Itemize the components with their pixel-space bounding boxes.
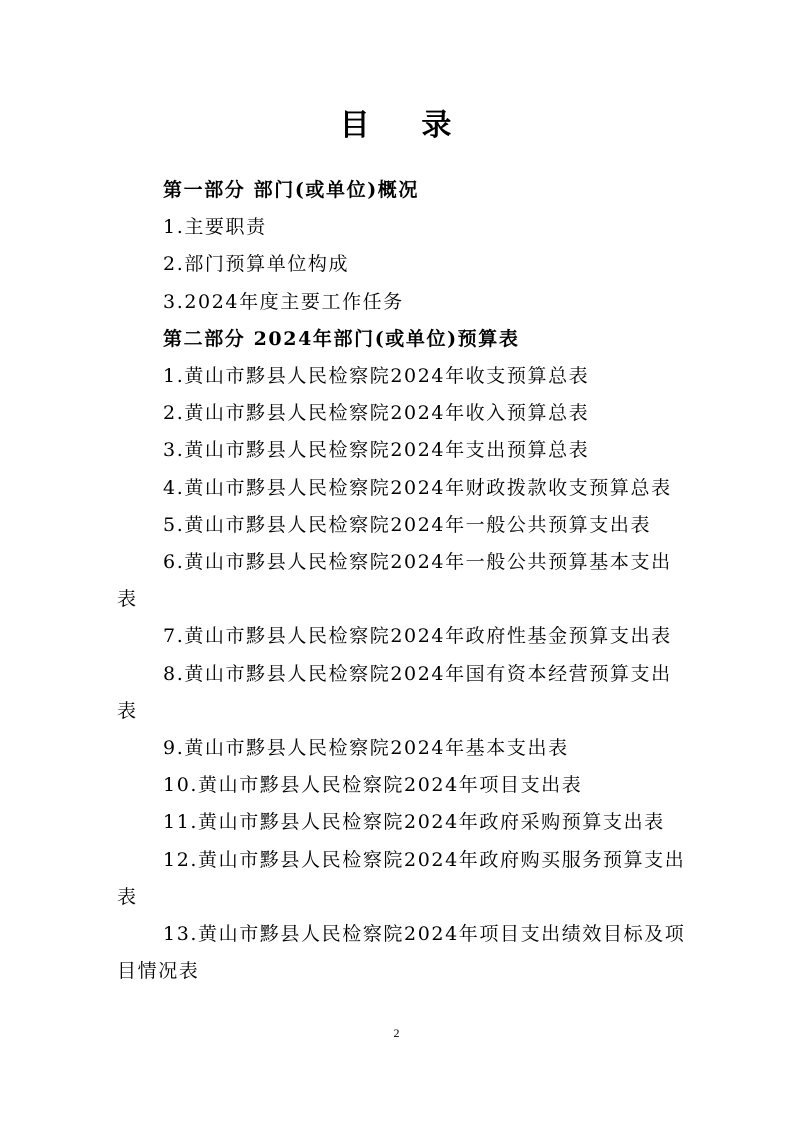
- toc-item: 3.黄山市黟县人民检察院2024年支出预算总表: [163, 439, 590, 462]
- toc-item: 4.黄山市黟县人民检察院2024年财政拨款收支预算总表: [163, 476, 672, 499]
- toc-item: 10.黄山市黟县人民检察院2024年项目支出表: [163, 774, 583, 797]
- toc-item: 13.黄山市黟县人民检察院2024年项目支出绩效目标及项: [163, 923, 686, 946]
- toc-item: 5.黄山市黟县人民检察院2024年一般公共预算支出表: [163, 513, 652, 536]
- toc-item: 7.黄山市黟县人民检察院2024年政府性基金预算支出表: [163, 625, 672, 648]
- toc-item: 6.黄山市黟县人民检察院2024年一般公共预算基本支出: [163, 551, 672, 574]
- toc-section-2: 第二部分 2024年部门(或单位)预算表: [163, 327, 520, 350]
- toc-item-continuation: 表: [117, 885, 138, 908]
- toc-item: 8.黄山市黟县人民检察院2024年国有资本经营预算支出: [163, 662, 672, 685]
- toc-item: 9.黄山市黟县人民检察院2024年基本支出表: [163, 737, 569, 760]
- toc-item-continuation: 表: [117, 699, 138, 722]
- table-of-contents: [117, 172, 707, 990]
- toc-item-continuation: 目情况表: [117, 960, 200, 983]
- toc-item: 3.2024年度主要工作任务: [163, 290, 404, 313]
- toc-item: 1.主要职责: [163, 216, 267, 239]
- toc-item: 11.黄山市黟县人民检察院2024年政府采购预算支出表: [163, 811, 665, 834]
- page-title: 目 录: [339, 108, 454, 143]
- toc-item: 1.黄山市黟县人民检察院2024年收支预算总表: [163, 365, 590, 388]
- toc-item: 2.部门预算单位构成: [163, 253, 350, 276]
- toc-item: 12.黄山市黟县人民检察院2024年政府购买服务预算支出: [163, 848, 686, 871]
- toc-item: 2.黄山市黟县人民检察院2024年收入预算总表: [163, 402, 590, 425]
- toc-item-continuation: 表: [117, 588, 138, 611]
- toc-section-1: 第一部分 部门(或单位)概况: [163, 179, 419, 201]
- page-number: 2: [393, 1026, 400, 1040]
